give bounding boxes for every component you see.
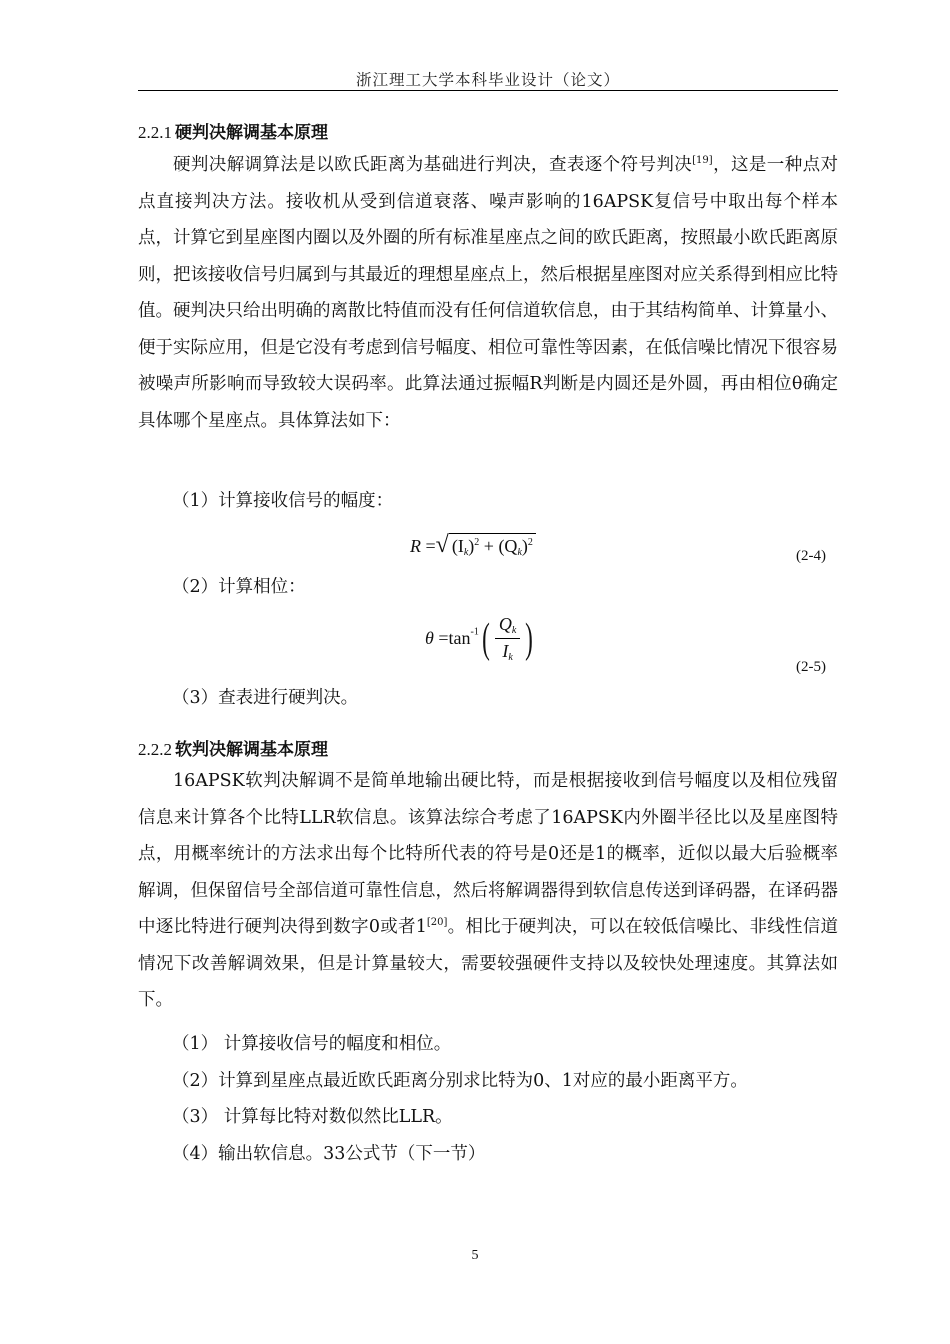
eq-inverse: -1: [470, 626, 479, 638]
fraction: [495, 614, 520, 663]
section-title-text: 硬判决解调基本原理: [175, 123, 328, 143]
step-3: （3）查表进行硬判决。: [172, 688, 359, 708]
page-number: 5: [471, 1248, 479, 1263]
eq-function: tan: [448, 628, 471, 648]
running-header: 浙江理工大学本科毕业设计（论文）: [355, 71, 620, 89]
numerator: Q: [498, 614, 512, 634]
step-1: （1）计算接收信号的幅度：: [172, 491, 394, 511]
eq-sign: =: [425, 536, 436, 556]
section-heading-2-2-2: [138, 735, 328, 760]
sqrt-sign: √: [435, 532, 449, 558]
section-title-text: 软判决解调基本原理: [175, 740, 328, 760]
header-rule: [138, 90, 838, 91]
eq-close-b: ): [521, 536, 528, 556]
section-heading-2-2-1: [138, 118, 328, 143]
soft-step-4: （4）输出软信息。33公式节（下一节）: [172, 1144, 486, 1164]
numerator-sub: k: [511, 625, 517, 636]
eq-sub-b: k: [517, 547, 522, 558]
eq-close-a: ): [468, 536, 475, 556]
eq-exp-b: 2: [527, 537, 533, 548]
equation-number-2-5: (2-5): [796, 659, 826, 675]
equation-number-2-4: (2-4): [796, 548, 826, 564]
citation: [19]: [692, 155, 713, 166]
paragraph-soft-decision: [138, 763, 838, 1019]
equation-2-4: [410, 532, 536, 559]
eq-sign: =: [438, 628, 449, 648]
soft-step-2: （2）计算到星座点最近欧氏距离分别求比特为0、1对应的最小距离平方。: [172, 1071, 748, 1091]
eq-lhs: R: [410, 536, 421, 556]
eq-sub-a: k: [463, 547, 469, 558]
paragraph-text: 16APSK软判决解调不是简单地输出硬比特，而是根据接收到信号幅度以及相位残留信息来计算各个比特LLR软信息。该算法综合考虑了16APSK内外圈半径比以及星座图特点，用概率统计的方法求出每个比特所代表的符号是0还是1的概率，近似以最大后验概率解调，但保留信号全部信道可靠性信息，然后将解调器得到软信息传送到译码器，在译码器中逐比特进行硬判决得到数字0或者1: [138, 771, 838, 937]
eq-plus: +: [483, 536, 494, 556]
denominator-sub: k: [508, 652, 513, 663]
eq-term-a: (I: [451, 536, 464, 556]
paragraph-text: 硬判决解调算法是以欧氏距离为基础进行判决，查表逐个符号判决: [173, 155, 693, 175]
paragraph-text-cont: 。相比于硬判决，可以在较低信噪比、非线性信道情况下改善解调效果，但是计算量较大，需要较强硬件支持以及较快处理速度。其算法如下。: [138, 917, 838, 1010]
eq-exp-a: 2: [474, 537, 480, 548]
citation: [20]: [426, 917, 448, 928]
soft-step-3: （3） 计算每比特对数似然比LLR。: [172, 1107, 453, 1127]
paragraph-hard-decision: [138, 147, 838, 439]
denominator: I: [502, 641, 509, 661]
equation-2-5: [425, 614, 536, 663]
right-paren: ): [525, 615, 534, 662]
section-number: 2.2.2: [138, 740, 172, 759]
paragraph-text-cont: ，这是一种点对点直接判决方法。接收机从受到信道衰落、噪声影响的16APSK复信号中取出每个样本点，计算它到星座图内圈以及外圈的所有标准星座点之间的欧氏距离，按照最小欧氏距离原则，把该接收信号归属到与其最近的理想星座点上，然后根据星座图对应关系得到相应比特值。硬判决只给出明确的离散比特值而没有任何信道软信息，由于其结构简单、计算量小、便于实际应用，但是它没有考虑到信号幅度、相位可靠性等因素，在低信噪比情况下很容易被噪声所影响而导致较大误码率。此算法通过振幅R判断是内圆还是外圆，再由相位θ确定具体哪个星座点。具体算法如下：: [138, 155, 839, 431]
section-number: 2.2.1: [138, 123, 172, 142]
soft-step-1: （1） 计算接收信号的幅度和相位。: [172, 1034, 452, 1054]
eq-term-b: (Q: [498, 536, 518, 556]
sqrt-radicand: [449, 533, 536, 558]
left-paren: (: [481, 615, 490, 662]
eq-lhs: θ: [425, 628, 434, 648]
step-2: （2）计算相位：: [172, 577, 306, 597]
